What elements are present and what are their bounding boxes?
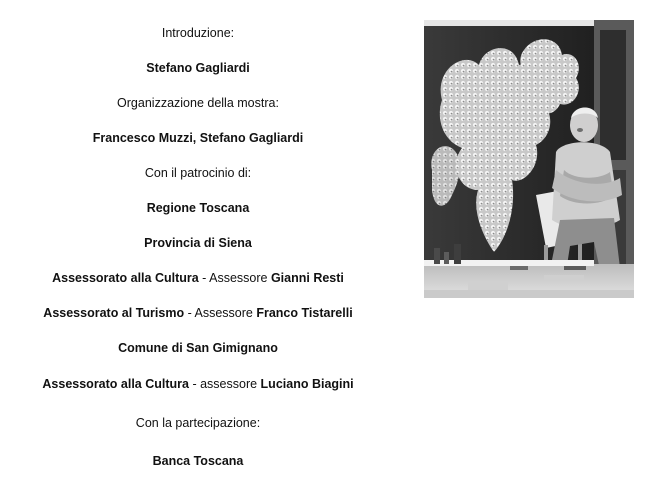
- artist-photo-icon: [424, 20, 634, 298]
- artist-photo: [424, 20, 634, 298]
- department-name: Assessorato alla Cultura: [42, 377, 189, 391]
- department-tourism-tistarelli: [0, 305, 396, 321]
- department-person: Luciano Biagini: [260, 377, 354, 391]
- participation-label: Con la partecipazione:: [135, 416, 261, 430]
- patron-comune-san-gimignano: Comune di San Gimignano: [118, 341, 278, 355]
- department-separator: - Assessore: [184, 306, 257, 320]
- department-name: Assessorato al Turismo: [43, 306, 185, 320]
- partner-banca-toscana: Banca Toscana: [152, 454, 244, 468]
- department-person: Gianni Resti: [270, 271, 344, 285]
- department-culture-resti: [0, 270, 396, 286]
- patron-provincia-siena: Provincia di Siena: [144, 236, 252, 250]
- department-culture-biagini: [0, 376, 396, 392]
- intro-name: Stefano Gagliardi: [146, 61, 250, 75]
- patron-regione-toscana: Regione Toscana: [146, 201, 250, 215]
- intro-label: Introduzione:: [161, 26, 235, 40]
- organization-names: Francesco Muzzi, Stefano Gagliardi: [92, 131, 304, 145]
- department-separator: - Assessore: [198, 271, 271, 285]
- department-separator: - assessore: [188, 377, 261, 391]
- department-person: Franco Tistarelli: [256, 306, 353, 320]
- department-name: Assessorato alla Cultura: [52, 271, 199, 285]
- organization-label: Organizzazione della mostra:: [117, 96, 279, 110]
- patronage-label: Con il patrocinio di:: [144, 166, 252, 180]
